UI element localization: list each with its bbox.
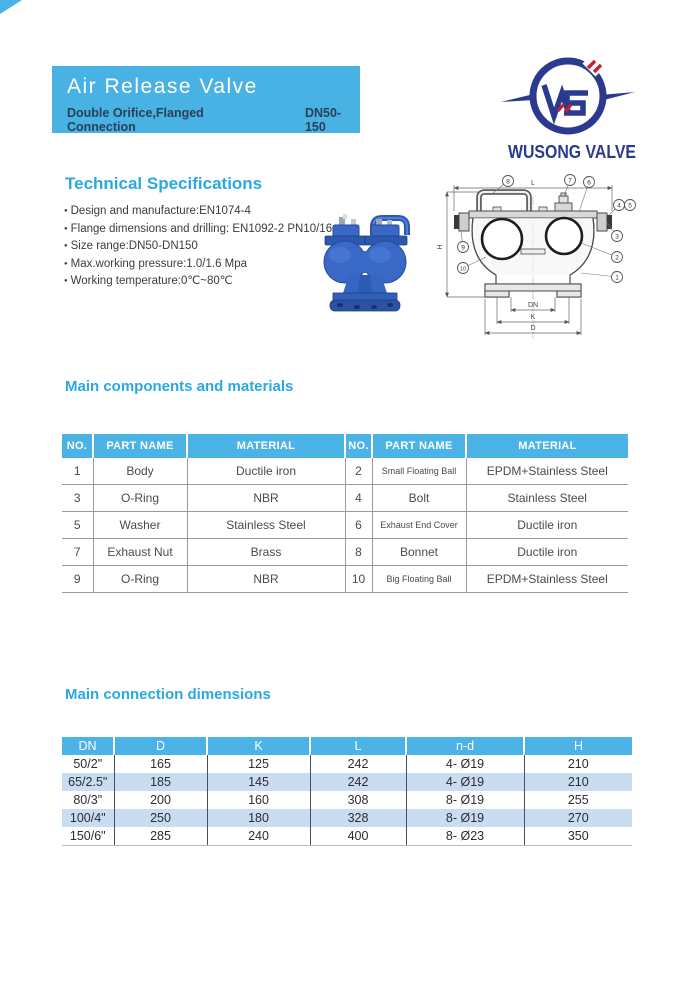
column-header: H bbox=[524, 737, 632, 755]
column-header: D bbox=[114, 737, 207, 755]
table-cell: Ductile iron bbox=[187, 458, 345, 485]
table-row bbox=[62, 773, 632, 791]
table-cell: 7 bbox=[62, 539, 93, 566]
table-cell: 270 bbox=[567, 811, 589, 825]
table-row bbox=[62, 458, 628, 485]
company-logo bbox=[498, 52, 646, 168]
table-cell: 145 bbox=[207, 773, 310, 791]
column-header: PART NAME bbox=[93, 434, 187, 458]
table-cell: 65/2.5" bbox=[62, 773, 114, 791]
spec-item: ● Max.working pressure:1.0/1.6 Mpa bbox=[64, 256, 332, 274]
components-table-header bbox=[62, 434, 628, 458]
table-cell: Washer bbox=[93, 512, 187, 539]
table-cell: 1 bbox=[62, 458, 93, 485]
dimension-label: H bbox=[437, 244, 444, 250]
table-cell: 4- Ø19 bbox=[406, 773, 524, 791]
callout-number: 6 bbox=[587, 179, 591, 187]
components-table bbox=[62, 434, 628, 593]
column-header: NO. bbox=[62, 434, 93, 458]
logo-wordmark: WUSONG VALVE bbox=[508, 142, 636, 162]
table-cell: 242 bbox=[310, 755, 406, 773]
table-cell: 400 bbox=[310, 827, 406, 846]
table-cell: 240 bbox=[207, 827, 310, 846]
dimensions-table-body bbox=[62, 755, 632, 846]
table-cell: NBR bbox=[187, 566, 345, 593]
table-cell: 350 bbox=[524, 827, 632, 846]
size-range: DN50-150 bbox=[304, 106, 342, 134]
callout-number: 10 bbox=[459, 266, 467, 273]
callout-number: 1 bbox=[615, 274, 619, 282]
table-cell: 308 bbox=[310, 791, 406, 809]
table-cell: 9 bbox=[62, 566, 93, 593]
column-header: n-d bbox=[406, 737, 524, 755]
table-header-row bbox=[62, 737, 632, 755]
table-cell: 285 bbox=[114, 827, 207, 846]
table-cell: 2 bbox=[345, 458, 372, 485]
table-cell: 3 bbox=[62, 485, 93, 512]
dimension-label: K bbox=[530, 314, 536, 321]
corner-decoration bbox=[0, 0, 22, 14]
dimensions-table-header bbox=[62, 737, 632, 755]
column-header: PART NAME bbox=[372, 434, 466, 458]
dimensions-heading: Main connection dimensions bbox=[65, 686, 271, 703]
callout-number: 3 bbox=[615, 233, 619, 241]
table-row bbox=[62, 485, 628, 512]
table-row bbox=[62, 512, 628, 539]
table-row bbox=[62, 827, 632, 846]
table-cell: 100/4" bbox=[62, 809, 114, 827]
spec-item: ● Working temperature:0℃~80℃ bbox=[64, 273, 332, 291]
table-cell: 80/3" bbox=[62, 791, 114, 809]
dimensions-table bbox=[62, 737, 632, 846]
callout-number: 8 bbox=[506, 178, 510, 186]
table-cell: O-Ring bbox=[93, 566, 187, 593]
tech-specs-heading: Technical Specifications bbox=[65, 174, 263, 193]
table-cell: Small Floating Ball bbox=[372, 458, 466, 485]
table-cell: 8- Ø19 bbox=[406, 809, 524, 827]
subtitle-text: Double Orifice,Flanged Connection bbox=[67, 106, 204, 134]
table-cell: Exhaust Nut bbox=[93, 539, 187, 566]
table-cell: 50/2" bbox=[62, 755, 114, 773]
table-row bbox=[62, 809, 632, 827]
column-header: MATERIAL bbox=[466, 434, 628, 458]
callout-number: 4 bbox=[617, 202, 621, 210]
spec-item: ● Flange dimensions and drilling: EN1092-2 PN10/16 bbox=[64, 221, 332, 239]
dimension-label: D bbox=[530, 325, 536, 332]
tech-specs-list bbox=[64, 203, 332, 291]
table-cell: 250 bbox=[114, 809, 207, 827]
table-cell: O-Ring bbox=[93, 485, 187, 512]
spec-item: ● Size range:DN50-DN150 bbox=[64, 238, 332, 256]
column-header: DN bbox=[62, 737, 114, 755]
table-cell: 180 bbox=[207, 809, 310, 827]
table-cell: 5 bbox=[62, 512, 93, 539]
table-cell: 242 bbox=[310, 773, 406, 791]
table-cell: 185 bbox=[114, 773, 207, 791]
page-subtitle bbox=[67, 106, 360, 134]
valve-photo bbox=[313, 205, 417, 312]
table-cell: 4- Ø19 bbox=[406, 755, 524, 773]
table-cell: Bolt bbox=[372, 485, 466, 512]
table-cell: 8- Ø23 bbox=[406, 827, 524, 846]
table-cell: Body bbox=[93, 458, 187, 485]
table-cell: 328 bbox=[310, 809, 406, 827]
table-cell: 210 bbox=[567, 757, 589, 771]
table-cell: Stainless Steel bbox=[466, 485, 628, 512]
table-cell: 210 bbox=[567, 775, 589, 789]
table-cell: 8 bbox=[345, 539, 372, 566]
header-banner bbox=[52, 66, 360, 133]
table-cell: 255 bbox=[567, 793, 589, 807]
dimension-label: DN bbox=[527, 302, 539, 309]
column-header: L bbox=[310, 737, 406, 755]
column-header: MATERIAL bbox=[187, 434, 345, 458]
table-cell: 4 bbox=[345, 485, 372, 512]
table-cell: 160 bbox=[207, 791, 310, 809]
table-cell: Big Floating Ball bbox=[372, 566, 466, 593]
components-heading: Main components and materials bbox=[65, 378, 294, 395]
callout-number: 5 bbox=[628, 202, 632, 210]
table-cell: EPDM+Stainless Steel bbox=[466, 566, 628, 593]
table-header-row bbox=[62, 434, 628, 458]
column-header: NO. bbox=[345, 434, 372, 458]
table-cell: Ductile iron bbox=[466, 512, 628, 539]
table-row bbox=[62, 791, 632, 809]
table-cell: 8- Ø19 bbox=[406, 791, 524, 809]
logo-left-wing-icon bbox=[501, 94, 534, 102]
column-header: K bbox=[207, 737, 310, 755]
table-row bbox=[62, 566, 628, 593]
callout-number: 2 bbox=[615, 254, 619, 262]
table-cell: 165 bbox=[114, 755, 207, 773]
table-cell: Ductile iron bbox=[466, 539, 628, 566]
technical-drawing bbox=[433, 169, 671, 347]
table-cell: Stainless Steel bbox=[187, 512, 345, 539]
table-row bbox=[62, 755, 632, 773]
table-cell: 6 bbox=[345, 512, 372, 539]
table-cell: 10 bbox=[345, 566, 372, 593]
table-cell: Bonnet bbox=[372, 539, 466, 566]
table-cell: Brass bbox=[187, 539, 345, 566]
spec-item: ● Design and manufacture:EN1074-4 bbox=[64, 203, 332, 221]
callout-number: 7 bbox=[568, 177, 572, 185]
table-cell: NBR bbox=[187, 485, 345, 512]
table-row bbox=[62, 539, 628, 566]
table-cell: 150/6" bbox=[62, 827, 114, 846]
table-cell: Exhaust End Cover bbox=[372, 512, 466, 539]
table-cell: 200 bbox=[114, 791, 207, 809]
dimension-label: L bbox=[531, 180, 535, 187]
components-table-body bbox=[62, 458, 628, 593]
table-cell: 125 bbox=[207, 755, 310, 773]
callout-number: 9 bbox=[461, 244, 465, 252]
table-cell: EPDM+Stainless Steel bbox=[466, 458, 628, 485]
page-title: Air Release Valve bbox=[67, 75, 258, 98]
